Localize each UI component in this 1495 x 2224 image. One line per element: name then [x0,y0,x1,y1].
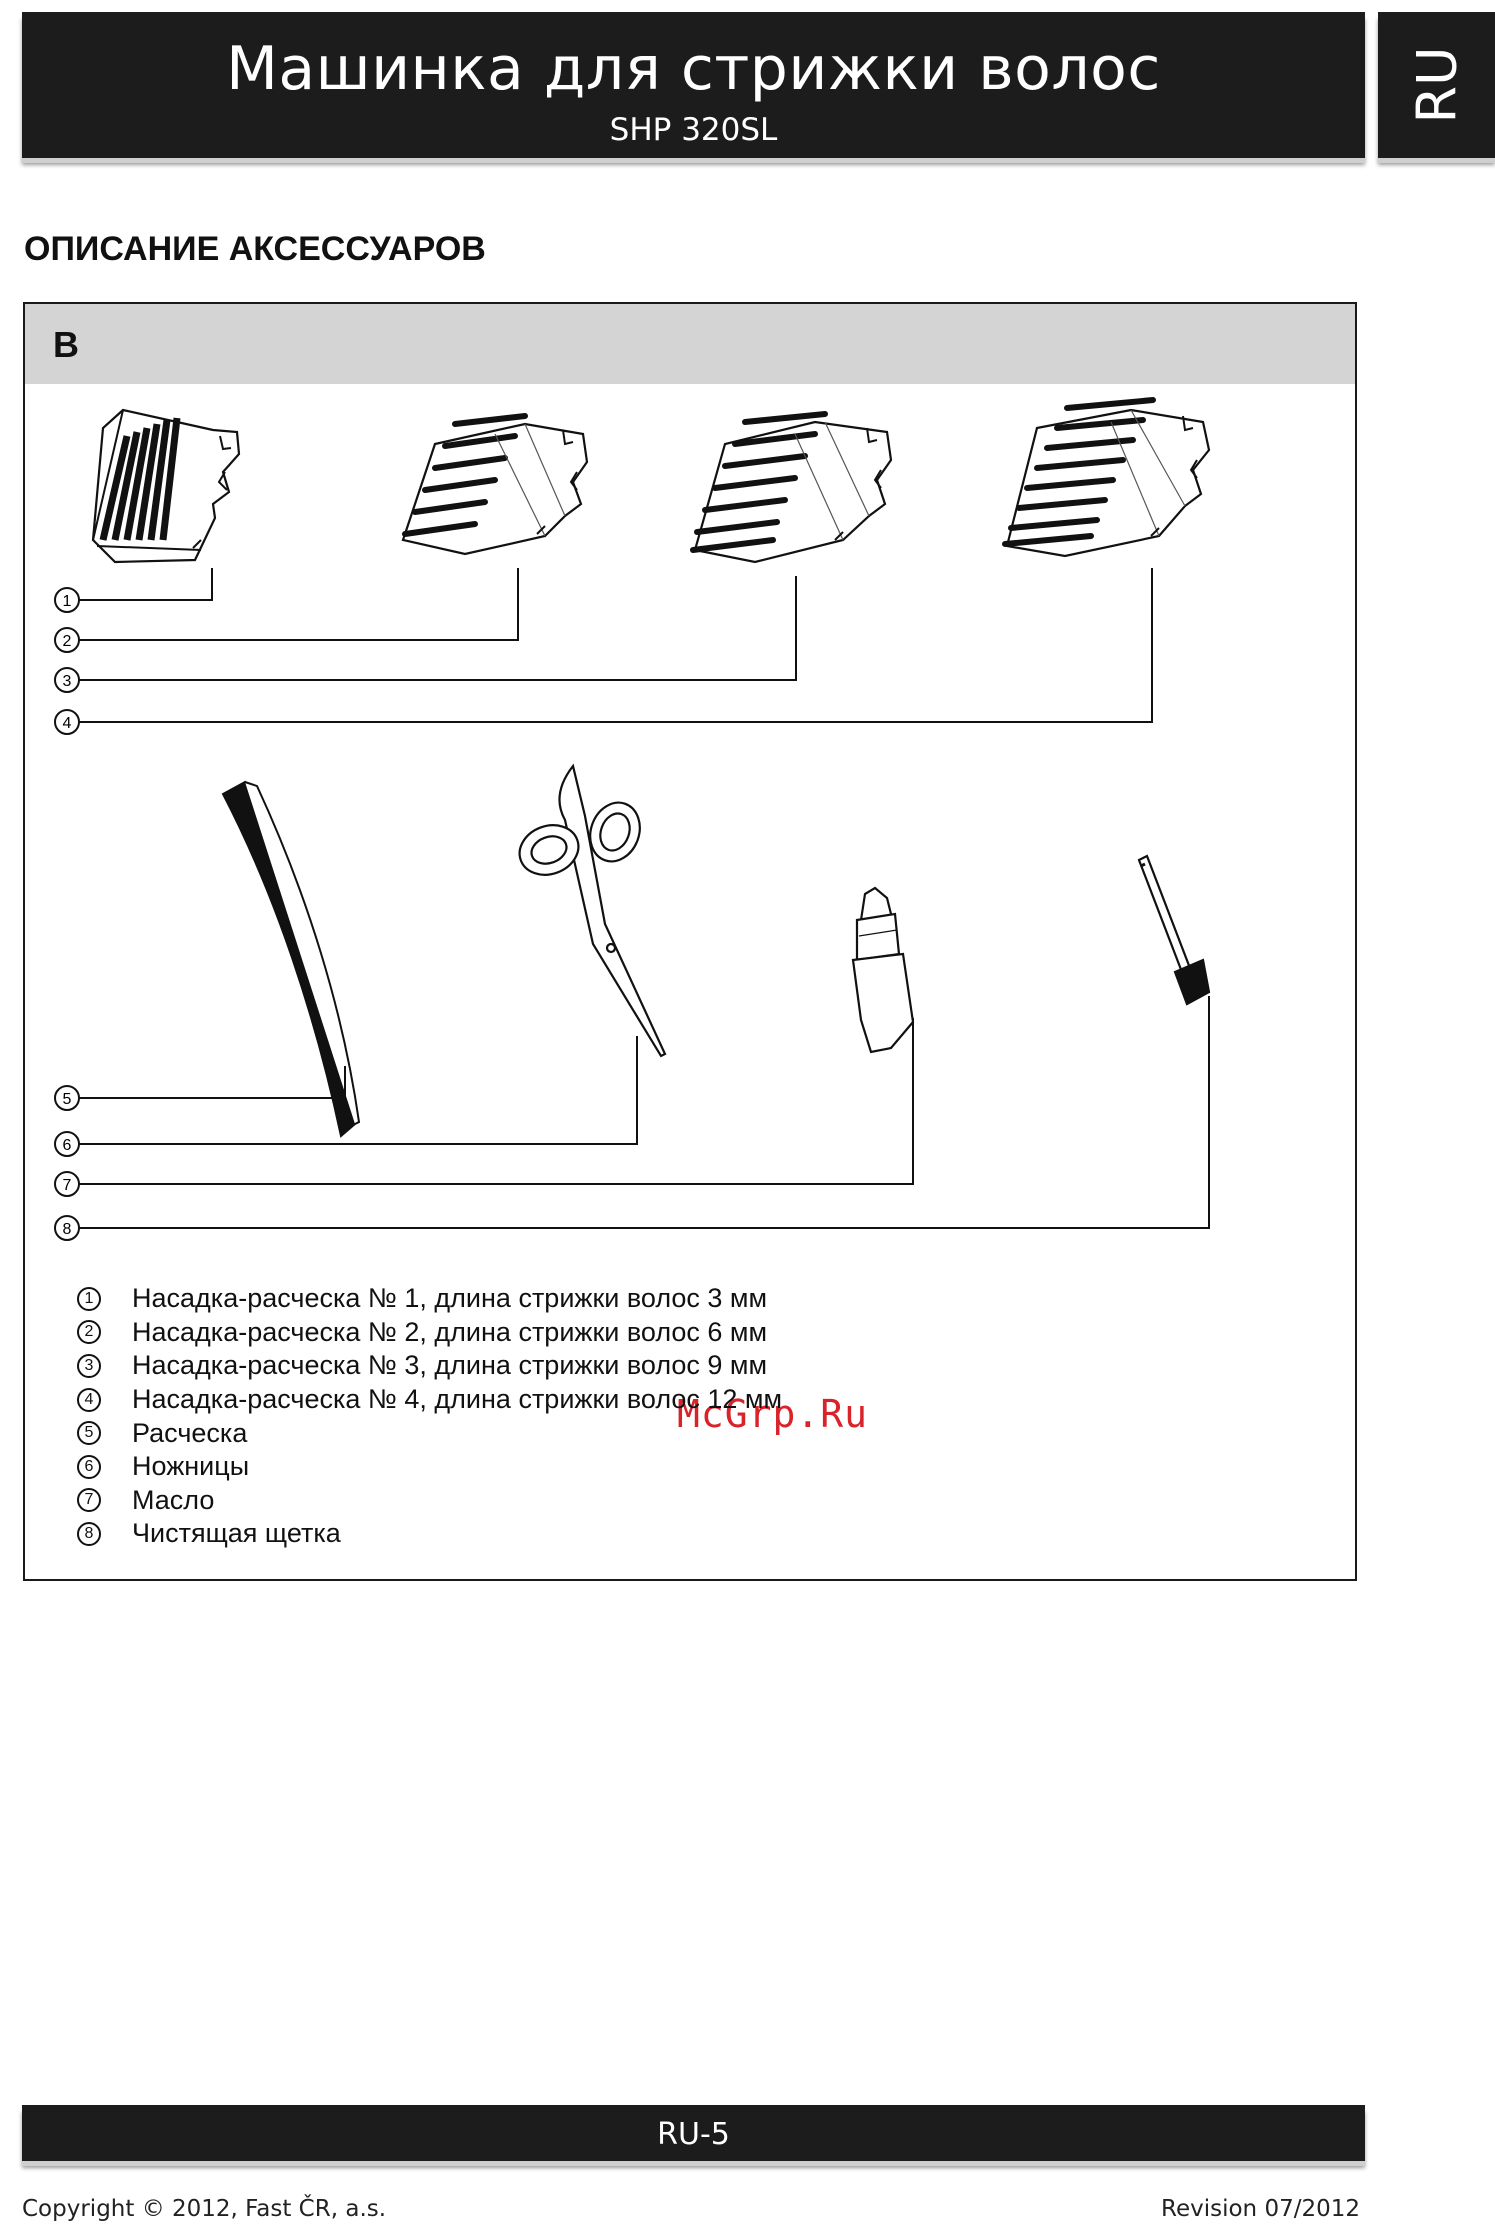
legend-number: 3 [77,1354,101,1378]
legend-item [77,1416,782,1450]
legend-number: 7 [77,1488,101,1512]
header-bar [22,12,1365,158]
legend-text: Ножницы [132,1451,250,1482]
legend-number: 8 [77,1522,101,1546]
callout-4 [55,710,79,734]
leader-lines-top [79,568,1152,722]
legend-text: Масло [132,1484,215,1515]
accessories-legend [77,1282,782,1551]
callout-1 [55,588,79,612]
legend-item [77,1450,782,1484]
language-tab [1378,12,1495,158]
legend-text: Чистящая щетка [132,1518,341,1549]
document-title: Машинка для стрижки волос [226,34,1161,104]
watermark: McGrp.Ru [677,1392,869,1436]
callout-5 [55,1086,79,1110]
svg-text:1: 1 [62,593,72,610]
legend-item [77,1484,782,1518]
legend-item [77,1282,782,1316]
legend-number: 1 [77,1287,101,1311]
page-number: RU-5 [657,2117,730,2152]
svg-text:2: 2 [62,633,72,650]
svg-text:7: 7 [62,1177,72,1194]
legend-item [77,1349,782,1383]
comb-attachment-3-icon [693,414,891,562]
comb-attachment-2-icon [403,416,587,554]
legend-text: Расческа [132,1417,248,1448]
legend-number: 4 [77,1388,101,1412]
copyright-text: Copyright © 2012, Fast ČR, a.s. [22,2196,387,2222]
callout-8 [55,1216,79,1240]
legend-item [77,1316,782,1350]
svg-text:8: 8 [62,1221,72,1238]
svg-text:6: 6 [62,1137,72,1154]
legend-item [77,1517,782,1551]
legend-number: 6 [77,1455,101,1479]
cleaning-brush-icon [1139,856,1209,1004]
callout-6 [55,1132,79,1156]
callout-2 [55,628,79,652]
callout-3 [55,668,79,692]
leader-lines-bottom [79,996,1209,1228]
section-heading: ОПИСАНИЕ АКСЕССУАРОВ [24,230,486,268]
svg-text:4: 4 [62,715,72,732]
legend-text: Насадка-расческа № 1, длина стрижки волос 3 мм [132,1283,768,1314]
scissors-icon [513,766,665,1056]
revision-text: Revision 07/2012 [1161,2196,1360,2222]
legend-text: Насадка-расческа № 2, длина стрижки волос 6 мм [132,1316,768,1347]
model-number: SHP 320SL [609,112,778,148]
accessories-figure-panel [23,302,1357,1581]
svg-text:5: 5 [62,1091,72,1108]
footer-bar [22,2105,1365,2161]
comb-attachment-1-icon [93,410,239,562]
legend-text: Насадка-расческа № 3, длина стрижки волос 9 мм [132,1350,768,1381]
comb-attachment-4-icon [1005,400,1209,556]
callout-markers [55,588,79,1240]
comb-icon [223,782,359,1136]
svg-text:3: 3 [62,673,72,690]
oil-bottle-icon [853,888,913,1052]
legend-number: 5 [77,1421,101,1445]
legend-number: 2 [77,1320,101,1344]
legend-text: Насадка-расческа № 4, длина стрижки волос 12 мм [132,1384,783,1415]
callout-7 [55,1172,79,1196]
legend-item [77,1383,782,1417]
figure-label: B [53,324,79,365]
language-tab-label: RU [1405,46,1468,124]
